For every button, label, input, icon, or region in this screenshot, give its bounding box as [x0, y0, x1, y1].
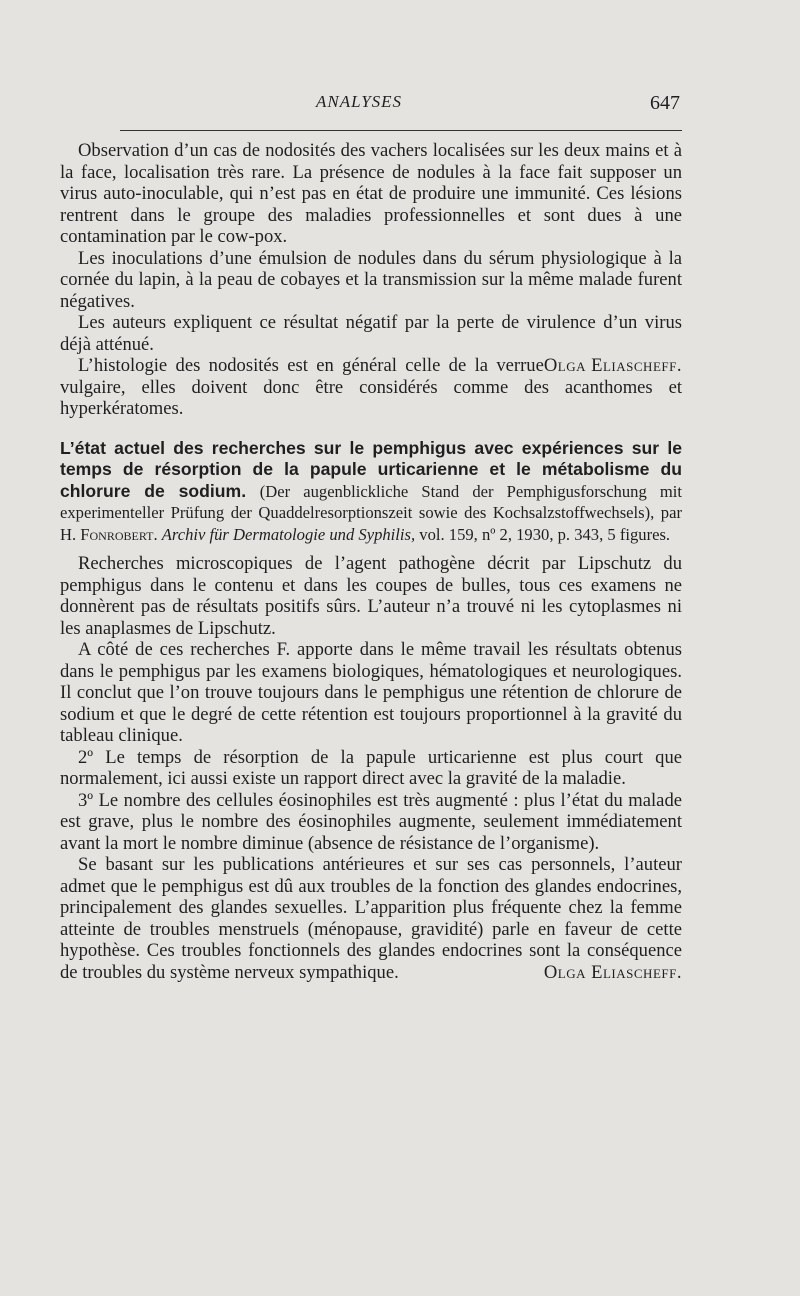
paragraph: Recherches microscopiques de l’agent pathogène décrit par Lipschutz du pemphigus dans le contenu et dans les coupes de bulles, tous ces examens ne donnèrent pas de résultats positifs sûrs. L’auteur n’a trouvé ni les cytoplasmes ni les anaplasmes de Lipschutz.	[60, 553, 682, 639]
paragraph: Les auteurs expliquent ce résultat négatif par la perte de virulence d’un virus déjà atténué.	[60, 312, 682, 355]
paragraph: 2º Le temps de résorption de la papule urticarienne est plus court que normalement, ici aussi existe un rapport direct avec la gravité de la maladie.	[60, 746, 682, 789]
paragraph: 3º Le nombre des cellules éosinophiles est très augmenté : plus l’état du malade est grave, plus le nombre des éosinophiles augmente, seulement immédiatement avant la mort le nombre diminue (absence de résistance de l’organisme).	[60, 789, 682, 854]
paragraph: Les inoculations d’une émulsion de nodules dans du sérum physiologique à la cornée du lapin, à la peau de cobayes et la transmission sur la même malade furent négatives.	[60, 247, 682, 312]
paragraph-with-signature	[60, 854, 682, 983]
page-number: 647	[650, 92, 680, 114]
body-text	[60, 140, 682, 983]
page-header	[0, 92, 800, 122]
paragraph-text: L’histologie des nodosités est en général celle de la verrue vulgaire, elles doivent donc être considérés comme des acanthomes et hyperkératomes.	[60, 355, 682, 419]
reference-details: vol. 159, nº 2, 1930, p. 343, 5 figures.	[419, 524, 671, 544]
header-rule	[120, 130, 682, 131]
article-2-heading	[60, 438, 682, 546]
article-1	[60, 140, 682, 420]
paragraph: A côté de ces recherches F. apporte dans le même travail les résultats obtenus dans le pemphigus par les examens biologiques, hématologiques et neurologiques. Il conclut que l’on trouve toujours dans le pemphigus une rétention de chlorure de sodium et que le degré de cette rétention est toujours proportionnel à la gravité du tableau clinique.	[60, 639, 682, 746]
paragraph-with-signature	[60, 355, 682, 420]
signature: Olga Eliascheff.	[543, 355, 682, 376]
signature: Olga Eliascheff.	[543, 961, 682, 983]
reference-journal: Archiv für Dermatologie und Syphilis,	[161, 524, 416, 544]
paragraph: Observation d’un cas de nodosités des vachers localisées sur les deux mains et à la face, localisation très rare. La présence de nodules à la face fait supposer un virus auto-inoculable, qui n’est pas en état de produire une immunité. Ces lésions rentrent dans le groupe des maladies professionnelles et sont dues à une contamination par le cow-pox.	[60, 140, 682, 247]
reference-author: H. Fonrobert.	[60, 524, 158, 544]
article-2	[60, 553, 682, 983]
running-title: ANALYSES	[316, 92, 403, 111]
article-title: L’état actuel des recherches sur le pemphigus avec expériences sur le temps de résorption de la papule urticarienne et le métabolisme du chlorure de sodium.	[60, 437, 682, 501]
paragraph-text: Se basant sur les publications antérieures et sur ses cas personnels, l’auteur admet que le pemphigus est dû aux troubles de la fonction des glandes endocrines, principalement des glandes sexuelles. L’apparition plus fréquente chez la femme atteinte de troubles menstruels (ménopause, gravidité) parle en faveur de cette hypothèse. Ces troubles fonctionnels des glandes endocrines sont la conséquence de troubles du système nerveux sympathique.	[60, 854, 682, 983]
reference-german-title: (Der augenblickliche Stand der Pemphigusforschung mit experimenteller Prüfung der Quaddelresorptionszeit sowie des Kochsalzstoffwechsels), par	[60, 481, 682, 522]
